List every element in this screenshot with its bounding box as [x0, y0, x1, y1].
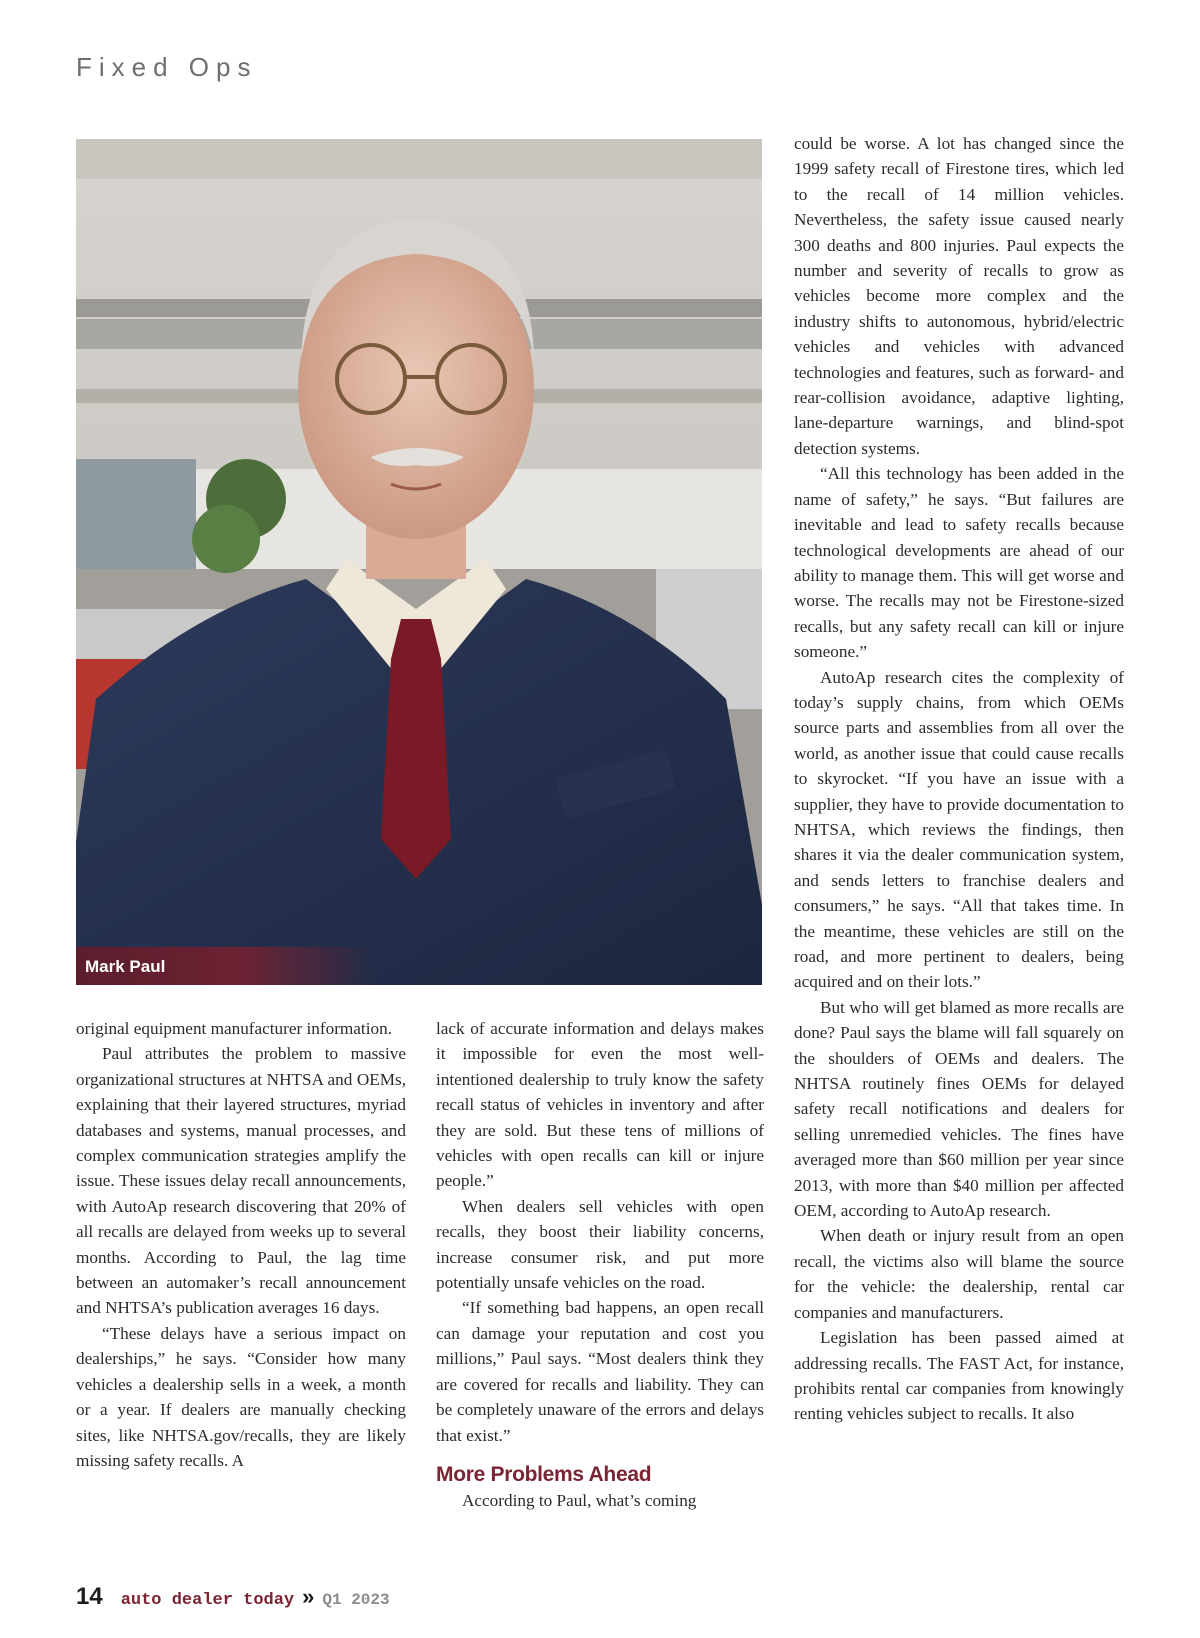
issue-label: Q1 2023 — [322, 1591, 390, 1609]
paragraph: But who will get blamed as more recalls are done? Paul says the blame will fall squarely on the shoulders of OEMs and dealers. The NHTSA routinely fines OEMs for delayed safety recall notifications and dealers for selling unremedied vehicles. The fines have averaged more than $60 million per year since 2013, with more than $40 million per affected OEM, according to AutoAp research. — [794, 997, 1124, 1221]
article-column-2 — [436, 1016, 764, 1513]
footer-separator: » — [302, 1584, 315, 1609]
section-label: Fixed Ops — [76, 52, 258, 82]
paragraph: “If something bad happens, an open recall can damage your reputation and cost you millions,” Paul says. “Most dealers think they are covered for recalls and liability. They can be completely unaware of the errors and delays that exist.” — [436, 1298, 764, 1445]
paragraph: When dealers sell vehicles with open recalls, they boost their liability concerns, increase consumer risk, and put more potentially unsafe vehicles on the road. — [436, 1196, 764, 1293]
paragraph: When death or injury result from an open recall, the victims also will blame the source for the vehicle: the dealership, rental car companies and manufacturers. — [794, 1226, 1124, 1322]
paragraph: Paul attributes the problem to massive organizational structures at NHTSA and OEMs, explaining that their layered structures, myriad databases and systems, manual processes, and complex communication strategies amplify the issue. These issues delay recall announcements, with AutoAp research discovering that 20% of all recalls are delayed from weeks up to several months. According to Paul, the lag time between an automaker’s recall announcement and NHTSA’s publication averages 16 days. — [76, 1044, 406, 1318]
paragraph: “All this technology has been added in the name of safety,” he says. “But failures are inevitable and lead to safety recalls because technological developments are ahead of our ability to manage them. This will get worse and worse. The recalls may not be Firestone-sized recalls, but any safety recall can kill or injure someone.” — [794, 464, 1124, 662]
paragraph: could be worse. A lot has changed since the 1999 safety recall of Firestone tires, which led to the recall of 14 million vehicles. Nevertheless, the safety issue caused nearly 300 deaths and 800 injuries. Paul expects the number and severity of recalls to grow as vehicles become more complex and the industry shifts to autonomous, hybrid/electric vehicles and vehicles with advanced technologies and features, such as forward- and rear-collision avoidance, adaptive lighting, lane-departure warnings, and blind-spot detection systems. — [794, 134, 1124, 458]
paragraph: “These delays have a serious impact on dealerships,” he says. “Consider how many vehicles a dealership sells in a week, a month or a year. If dealers are manually checking sites, like NHTSA.gov/recalls, they are likely missing safety recalls. A — [76, 1323, 406, 1470]
paragraph: lack of accurate information and delays makes it impossible for even the most well-intentioned dealership to truly know the safety recall status of vehicles in inventory and after they are sold. But these tens of millions of vehicles with open recalls can kill or injure people.” — [436, 1019, 764, 1191]
photo-caption — [76, 947, 376, 985]
article-column-1 — [76, 1016, 406, 1473]
paragraph: According to Paul, what’s coming — [462, 1490, 697, 1510]
publication-name: auto dealer today — [120, 1591, 295, 1610]
portrait-illustration — [76, 139, 762, 985]
portrait-photo — [76, 139, 762, 985]
page-number: 14 — [76, 1583, 103, 1610]
section-subheading: More Problems Ahead — [436, 1462, 652, 1486]
article-column-3 — [794, 131, 1124, 1427]
paragraph: AutoAp research cites the complexity of today’s supply chains, from which OEMs source parts and assemblies from all over the world, as another issue that could cause recalls to skyrocket. “If you have an issue with a supplier, they have to provide documentation to NHTSA, which reviews the findings, then shares it via the dealer communication system, and sends letters to franchise dealers and consumers,” he says. “All that takes time. In the meantime, these vehicles are still on the road, and more pertinent to dealers, being acquired and on their lots.” — [794, 667, 1124, 992]
paragraph: original equipment manufacturer information. — [76, 1019, 392, 1038]
photo-caption-text: Mark Paul — [85, 957, 166, 976]
page-footer — [76, 1583, 390, 1611]
paragraph: Legislation has been passed aimed at addressing recalls. The FAST Act, for instance, prohibits rental car companies from knowingly renting vehicles subject to recalls. It also — [794, 1328, 1124, 1424]
